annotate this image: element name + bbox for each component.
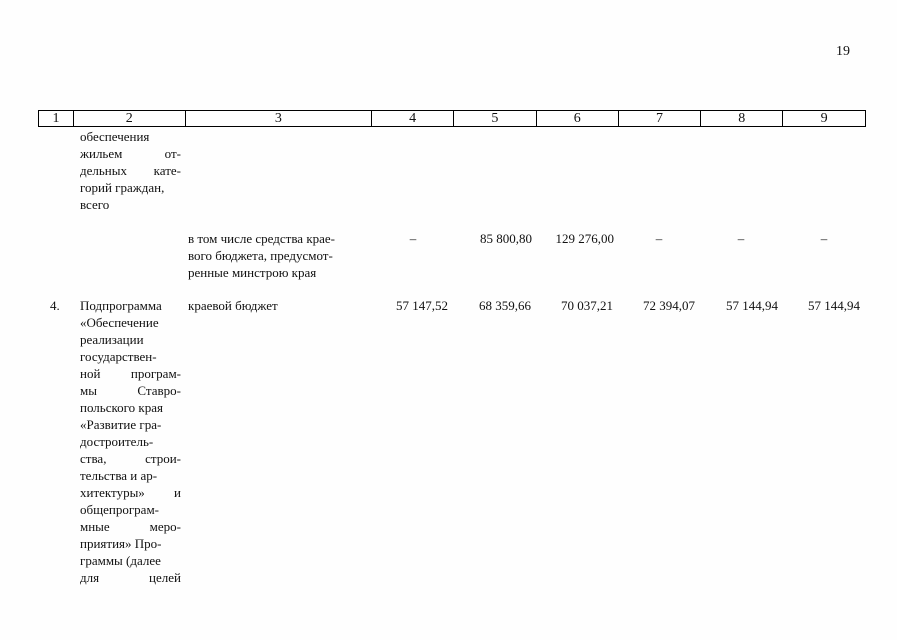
row-a-col5: 85 800,80	[480, 231, 532, 246]
row-b-col7: 72 394,07	[643, 298, 695, 313]
text-line: ной програм-	[80, 366, 181, 381]
header-col-3: 3	[185, 111, 372, 126]
text-line: тельства и ар-	[80, 468, 158, 483]
row-a-col6: 129 276,00	[555, 231, 614, 246]
header-col-7: 7	[618, 111, 701, 126]
row-b-description	[80, 297, 181, 586]
text-line: в том числе средства крае-	[188, 231, 336, 246]
row-b-col5: 68 359,66	[479, 298, 531, 313]
text-line: мы Ставро-	[80, 383, 181, 398]
text-line: польского края	[80, 400, 163, 415]
header-col-5: 5	[453, 111, 536, 126]
text-line: горий граждан,	[80, 180, 165, 195]
text-line: государствен-	[80, 349, 157, 364]
row-b-number: 4.	[50, 298, 60, 313]
text-line: всего	[80, 197, 110, 212]
text-line: приятия» Про-	[80, 536, 162, 551]
row-b-col4: 57 147,52	[396, 298, 448, 313]
text-line: хитектуры» и	[80, 485, 181, 500]
row-a-col7: –	[655, 231, 663, 246]
text-line: «Обеспечение	[80, 315, 159, 330]
text-line: ства, строи-	[80, 451, 181, 466]
header-col-4: 4	[371, 111, 453, 126]
row-a-source	[188, 230, 368, 281]
row-b-col6: 70 037,21	[561, 298, 613, 313]
table-header-row	[38, 110, 866, 127]
row-a-description	[80, 128, 181, 213]
row-b-col9: 57 144,94	[808, 298, 860, 313]
row-a-col8: –	[737, 231, 745, 246]
row-b-source: краевой бюджет	[188, 298, 278, 313]
text-line: для целей	[80, 570, 181, 585]
text-line: вого бюджета, предусмот-	[188, 248, 333, 263]
row-a-col4: –	[409, 231, 417, 246]
text-line: реализации	[80, 332, 144, 347]
text-line: общепрограм-	[80, 502, 160, 517]
text-line: мные меро-	[80, 519, 181, 534]
text-line: ренные минстрою края	[188, 265, 317, 280]
header-col-9: 9	[782, 111, 865, 126]
text-line: дельных кате-	[80, 163, 181, 178]
row-a-col9: –	[820, 231, 828, 246]
text-line: достроитель-	[80, 434, 154, 449]
text-line: жильем от-	[80, 146, 181, 161]
text-line: обеспечения	[80, 129, 150, 144]
header-col-6: 6	[536, 111, 618, 126]
row-b-col8: 57 144,94	[726, 298, 778, 313]
text-line: Подпрограмма	[80, 298, 162, 313]
header-col-1: 1	[52, 111, 60, 126]
text-line: граммы (далее	[80, 553, 161, 568]
text-line: «Развитие гра-	[80, 417, 162, 432]
header-col-2: 2	[73, 111, 185, 126]
header-col-8: 8	[700, 111, 782, 126]
page-number: 19	[836, 44, 850, 59]
